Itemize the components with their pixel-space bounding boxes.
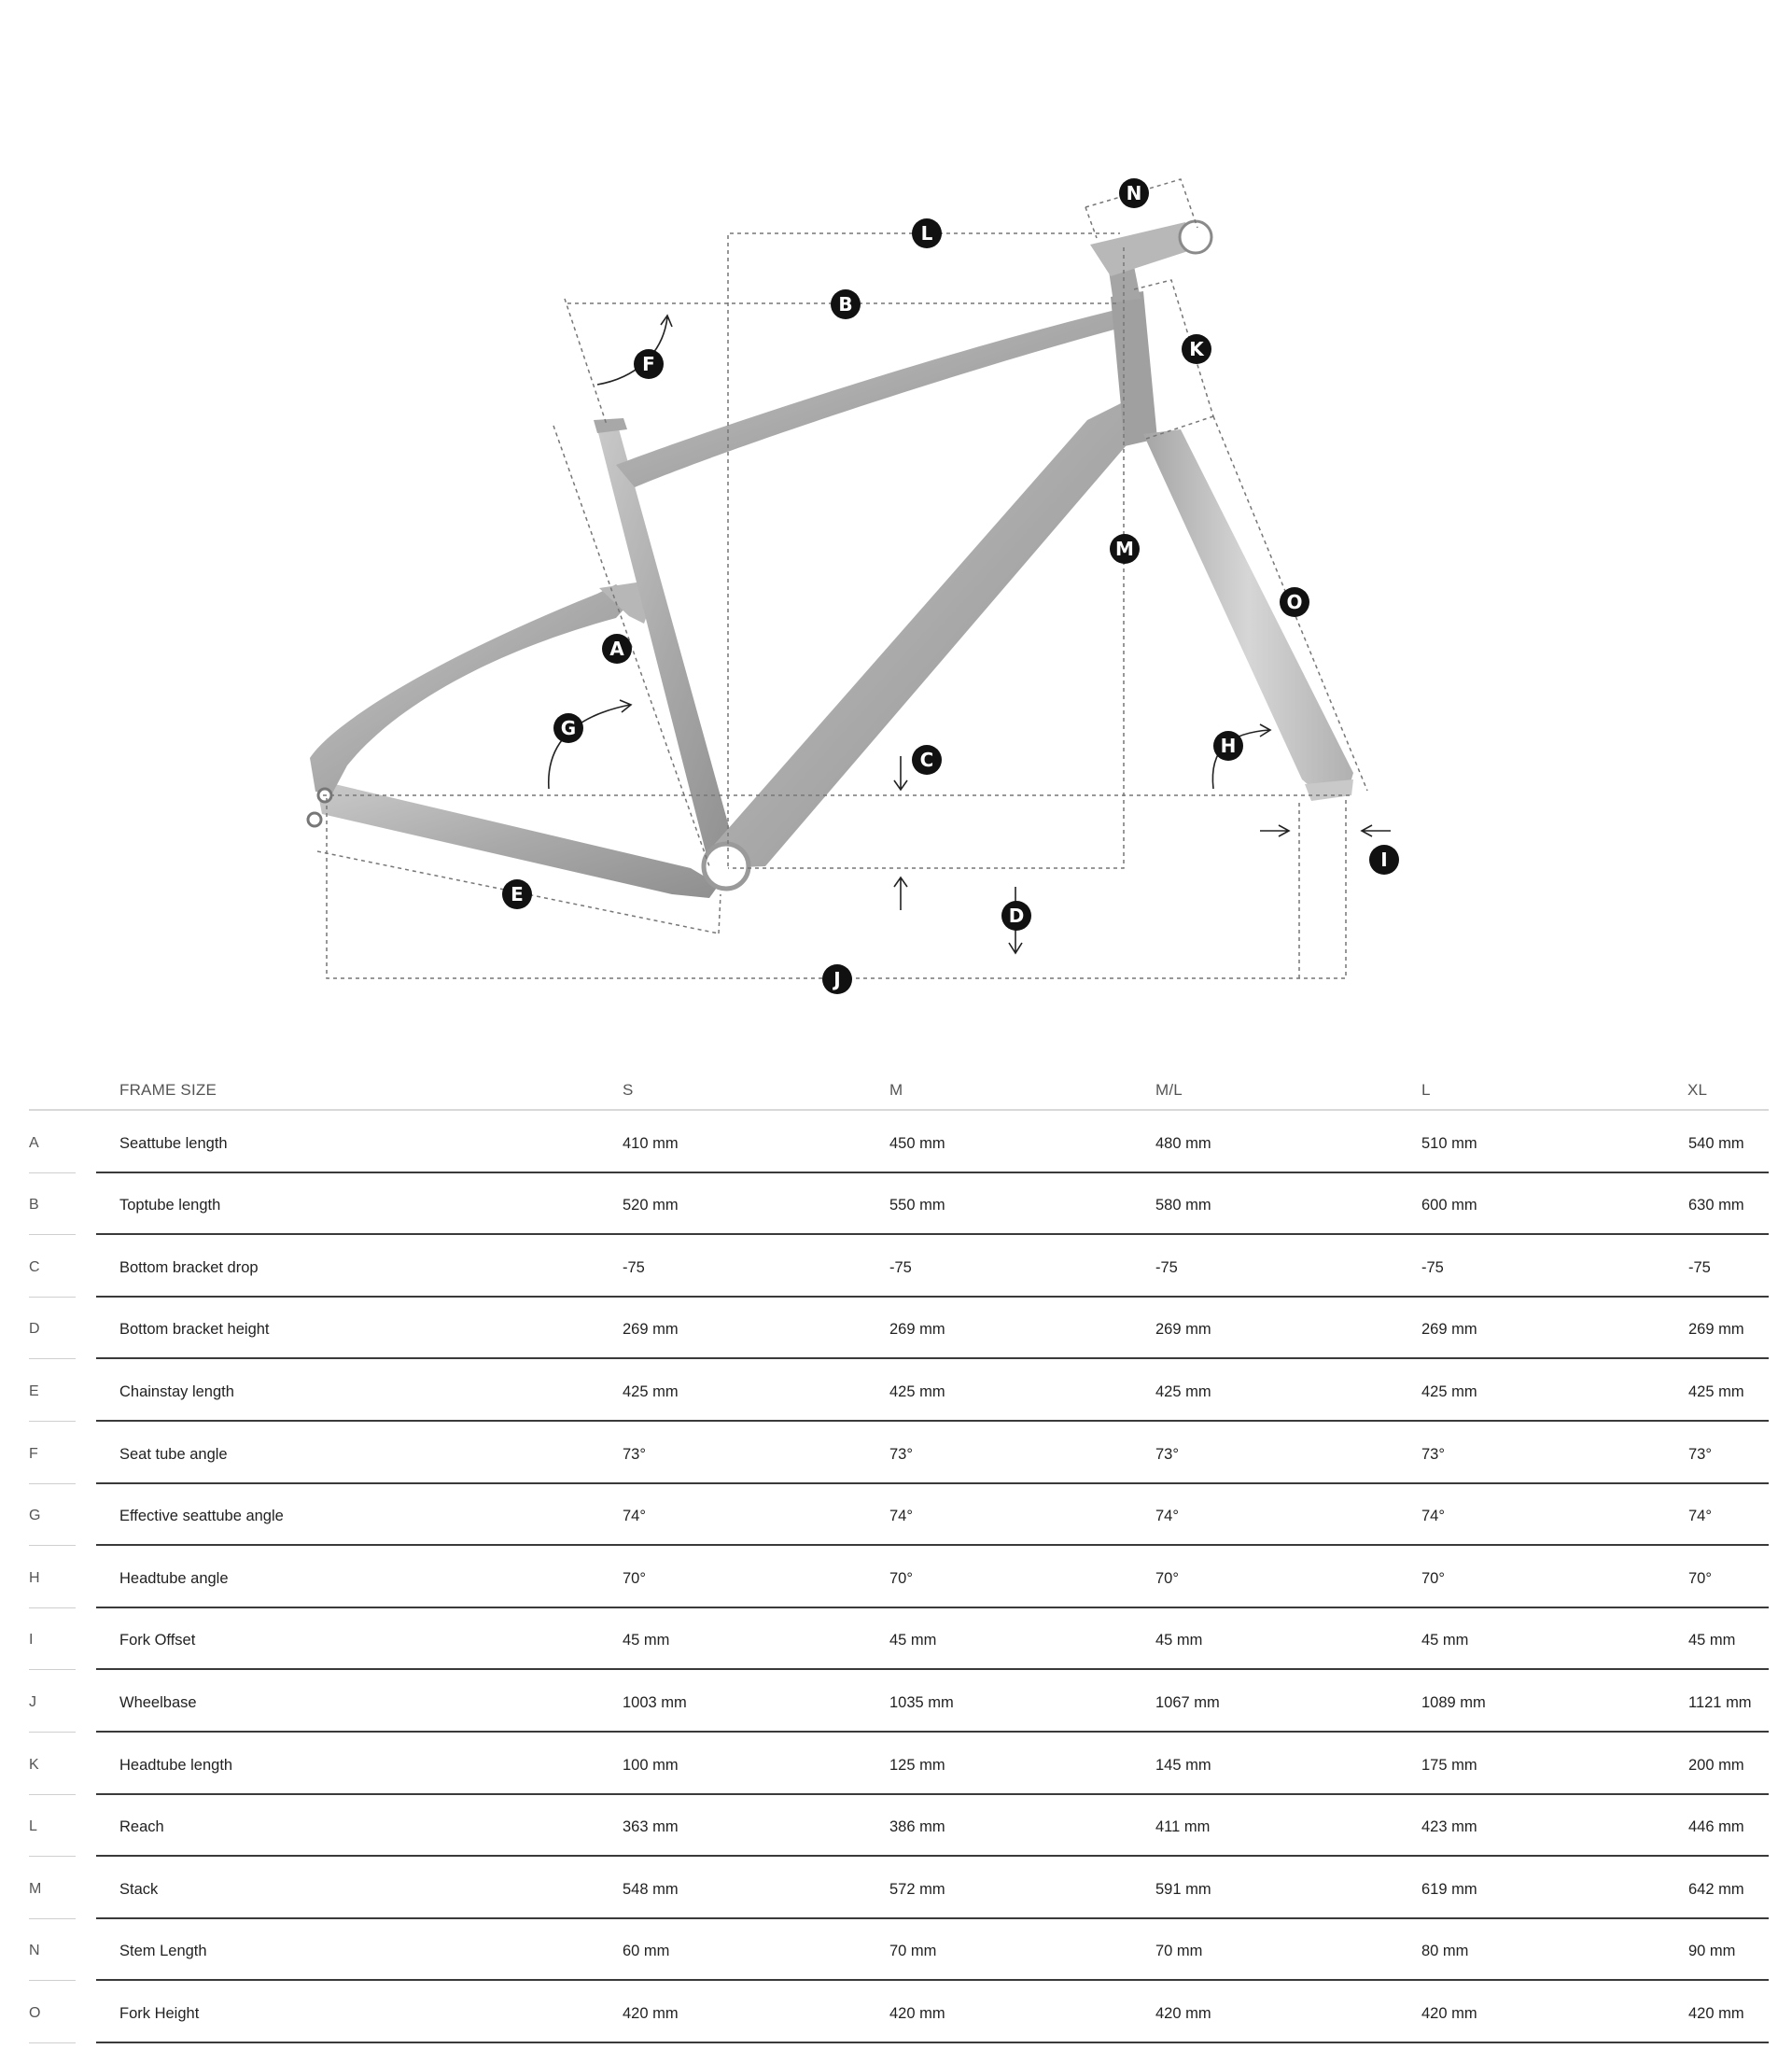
down-tube	[714, 392, 1148, 868]
measurement-value: 100 mm	[623, 1756, 679, 1774]
measurement-value: -75	[1421, 1258, 1444, 1276]
measurement-value: 420 mm	[1155, 2004, 1211, 2022]
measurement-value: -75	[889, 1258, 912, 1276]
measurement-value: 73°	[1688, 1445, 1712, 1463]
measurement-name: Stack	[119, 1880, 159, 1898]
measurement-name: Seattube length	[119, 1134, 228, 1152]
label-F	[634, 349, 664, 379]
handlebar-clamp	[1180, 221, 1211, 253]
bike-frame	[308, 221, 1353, 898]
row-letter: H	[29, 1569, 40, 1586]
row-letter-cell	[29, 1297, 76, 1360]
measurement-value: 425 mm	[1688, 1382, 1744, 1400]
measurement-value: -75	[1155, 1258, 1178, 1276]
label-E	[502, 879, 532, 909]
measurement-value: -75	[1688, 1258, 1711, 1276]
row-letter: N	[29, 1943, 40, 1959]
measurement-value: 269 mm	[623, 1321, 679, 1339]
measurement-name: Bottom bracket height	[119, 1321, 270, 1339]
measurement-value: 411 mm	[1155, 1818, 1211, 1836]
measurement-value: 70°	[1155, 1569, 1179, 1587]
measurement-name: Wheelbase	[119, 1693, 197, 1711]
measurement-name: Headtube length	[119, 1756, 233, 1774]
row-letter-cell	[29, 1794, 76, 1858]
row-letter: G	[29, 1508, 41, 1524]
measurement-value: 425 mm	[889, 1382, 945, 1400]
measurement-value: 480 mm	[1155, 1134, 1211, 1152]
measurement-value: 1089 mm	[1421, 1693, 1486, 1711]
row-letter: E	[29, 1382, 39, 1399]
row-letter-cell	[29, 1234, 76, 1298]
header-frame-size: FRAME SIZE	[119, 1081, 217, 1099]
row-letter-cell	[29, 1172, 76, 1236]
measurement-value: 74°	[623, 1508, 646, 1525]
measurement-value: 74°	[889, 1508, 913, 1525]
row-divider	[96, 1420, 1769, 1484]
measurement-name: Seat tube angle	[119, 1445, 228, 1463]
measurement-name: Toptube length	[119, 1197, 221, 1214]
svg-text:E: E	[511, 883, 524, 905]
label-N	[1119, 178, 1149, 208]
measurement-value: 410 mm	[623, 1134, 679, 1152]
measurement-value: 45 mm	[1421, 1632, 1469, 1649]
label-L	[912, 218, 942, 248]
measurement-value: 420 mm	[1421, 2004, 1477, 2022]
measurement-value: 175 mm	[1421, 1756, 1477, 1774]
measurement-value: 74°	[1688, 1508, 1712, 1525]
measurement-value: 520 mm	[623, 1197, 679, 1214]
rear-axle	[308, 813, 321, 826]
measurement-value: 425 mm	[1421, 1382, 1477, 1400]
label-K	[1182, 334, 1211, 364]
row-letter-cell	[29, 1110, 76, 1173]
measurement-value: 550 mm	[889, 1197, 945, 1214]
row-letter: J	[29, 1693, 36, 1710]
measurement-name: Effective seattube angle	[119, 1508, 284, 1525]
measurement-value: 200 mm	[1688, 1756, 1744, 1774]
row-letter-cell	[29, 1669, 76, 1733]
svg-text:L: L	[920, 222, 933, 245]
measurement-value: 70°	[623, 1569, 646, 1587]
svg-text:F: F	[642, 353, 655, 375]
measurement-value: 269 mm	[1688, 1321, 1744, 1339]
svg-text:C: C	[919, 749, 934, 771]
measurement-value: 363 mm	[623, 1818, 679, 1836]
measurement-value: 420 mm	[889, 2004, 945, 2022]
measurement-value: 600 mm	[1421, 1197, 1477, 1214]
measurement-value: 591 mm	[1155, 1880, 1211, 1898]
measurement-name: Fork Height	[119, 2004, 200, 2022]
table-row	[0, 1546, 1792, 1608]
row-letter: O	[29, 2004, 41, 2021]
row-letter: L	[29, 1818, 37, 1835]
label-G	[553, 713, 583, 743]
table-row	[0, 1359, 1792, 1422]
measurement-value: 74°	[1421, 1508, 1445, 1525]
bike-frame-geometry-diagram	[0, 0, 1792, 1008]
measurement-value: 425 mm	[623, 1382, 679, 1400]
measurement-value: 70°	[889, 1569, 913, 1587]
label-O	[1280, 587, 1309, 617]
measurement-value: 45 mm	[1155, 1632, 1203, 1649]
top-tube	[616, 310, 1125, 487]
table-row	[0, 1422, 1792, 1484]
measurement-value: 45 mm	[889, 1632, 937, 1649]
label-H	[1213, 731, 1243, 761]
table-row	[0, 1670, 1792, 1733]
label-C	[912, 745, 942, 775]
measurement-value: 420 mm	[1688, 2004, 1744, 2022]
measurement-value: -75	[623, 1258, 645, 1276]
measurement-value: 446 mm	[1688, 1818, 1744, 1836]
measurement-value: 73°	[1155, 1445, 1179, 1463]
measurement-name: Chainstay length	[119, 1382, 234, 1400]
row-letter: F	[29, 1445, 38, 1462]
row-divider	[96, 1544, 1769, 1608]
table-row	[0, 1173, 1792, 1236]
row-divider	[96, 1482, 1769, 1547]
row-letter-cell	[29, 1607, 76, 1671]
measurement-value: 450 mm	[889, 1134, 945, 1152]
measurement-value: 420 mm	[623, 2004, 679, 2022]
svg-text:H: H	[1220, 735, 1237, 757]
row-letter-cell	[29, 1483, 76, 1547]
table-row	[0, 1857, 1792, 1919]
measurement-value: 73°	[1421, 1445, 1445, 1463]
measurement-value: 60 mm	[623, 1943, 670, 1960]
row-letter: B	[29, 1197, 39, 1214]
svg-text:K: K	[1189, 338, 1204, 360]
measurement-value: 1067 mm	[1155, 1693, 1220, 1711]
svg-text:M: M	[1115, 538, 1134, 560]
label-B	[831, 289, 861, 319]
measurement-value: 642 mm	[1688, 1880, 1744, 1898]
measurement-name: Bottom bracket drop	[119, 1258, 259, 1276]
row-letter: D	[29, 1321, 40, 1338]
table-row	[0, 1981, 1792, 2043]
seatstay	[310, 584, 635, 793]
table-row	[0, 1111, 1792, 1173]
label-I	[1369, 845, 1399, 875]
header-size-l: L	[1421, 1081, 1431, 1099]
row-letter: C	[29, 1258, 40, 1275]
measurement-value: 386 mm	[889, 1818, 945, 1836]
row-letter-cell	[29, 1358, 76, 1422]
geometry-table	[0, 1008, 1792, 2026]
measurement-value: 145 mm	[1155, 1756, 1211, 1774]
measurement-value: 74°	[1155, 1508, 1179, 1525]
measurement-value: 90 mm	[1688, 1943, 1736, 1960]
measurement-value: 269 mm	[1421, 1321, 1477, 1339]
table-row	[0, 1733, 1792, 1795]
measurement-value: 125 mm	[889, 1756, 945, 1774]
table-row	[0, 1608, 1792, 1671]
header-size-xl: XL	[1687, 1081, 1708, 1099]
table-row	[0, 1298, 1792, 1360]
table-row	[0, 1235, 1792, 1298]
measurement-value: 619 mm	[1421, 1880, 1477, 1898]
label-D	[1001, 901, 1031, 931]
measurement-value: 540 mm	[1688, 1134, 1744, 1152]
svg-text:G: G	[560, 717, 577, 739]
svg-text:J: J	[833, 968, 841, 990]
table-header-row	[29, 1047, 1769, 1111]
measurement-value: 45 mm	[1688, 1632, 1736, 1649]
measurement-name: Headtube angle	[119, 1569, 229, 1587]
measurement-value: 572 mm	[889, 1880, 945, 1898]
measurement-value: 70 mm	[889, 1943, 937, 1960]
measurement-value: 510 mm	[1421, 1134, 1477, 1152]
row-letter: M	[29, 1880, 42, 1897]
svg-text:O: O	[1286, 591, 1303, 613]
measurement-value: 269 mm	[889, 1321, 945, 1339]
measurement-value: 630 mm	[1688, 1197, 1744, 1214]
measurement-value: 45 mm	[623, 1632, 670, 1649]
svg-text:A: A	[609, 638, 624, 660]
label-J	[822, 964, 852, 994]
measurement-value: 1035 mm	[889, 1693, 954, 1711]
measurement-name: Stem Length	[119, 1943, 207, 1960]
measurement-value: 425 mm	[1155, 1382, 1211, 1400]
measurement-value: 269 mm	[1155, 1321, 1211, 1339]
header-size-ml: M/L	[1155, 1081, 1183, 1099]
measurement-value: 1003 mm	[623, 1693, 687, 1711]
measurement-value: 73°	[889, 1445, 913, 1463]
row-letter-cell	[29, 1732, 76, 1795]
label-M	[1110, 534, 1140, 564]
measurement-value: 70°	[1688, 1569, 1712, 1587]
header-size-m: M	[889, 1081, 903, 1099]
row-letter: K	[29, 1756, 39, 1773]
svg-text:I: I	[1380, 849, 1388, 871]
measurement-value: 70 mm	[1155, 1943, 1203, 1960]
svg-text:B: B	[838, 293, 853, 316]
row-letter-cell	[29, 1856, 76, 1919]
measurement-value: 548 mm	[623, 1880, 679, 1898]
fork	[1143, 429, 1353, 795]
row-letter-cell	[29, 1421, 76, 1484]
measurement-value: 70°	[1421, 1569, 1445, 1587]
header-size-s: S	[623, 1081, 634, 1099]
measurement-value: 580 mm	[1155, 1197, 1211, 1214]
row-letter: I	[29, 1632, 34, 1649]
measurement-value: 80 mm	[1421, 1943, 1469, 1960]
measurement-name: Fork Offset	[119, 1632, 196, 1649]
table-row	[0, 1795, 1792, 1858]
row-letter-cell	[29, 1545, 76, 1608]
measurement-value: 1121 mm	[1688, 1693, 1752, 1711]
measurement-value: 73°	[623, 1445, 646, 1463]
row-letter-cell	[29, 1918, 76, 1982]
table-row	[0, 1484, 1792, 1547]
measurement-value: 423 mm	[1421, 1818, 1477, 1836]
measurement-name: Reach	[119, 1818, 164, 1836]
table-row	[0, 1919, 1792, 1982]
bottom-bracket	[704, 844, 749, 889]
svg-text:D: D	[1008, 905, 1025, 927]
row-divider	[96, 1233, 1769, 1298]
seatpost-clamp	[594, 418, 627, 433]
label-A	[602, 634, 632, 664]
svg-text:N: N	[1126, 182, 1142, 204]
row-letter-cell	[29, 1980, 76, 2043]
row-letter: A	[29, 1134, 39, 1151]
